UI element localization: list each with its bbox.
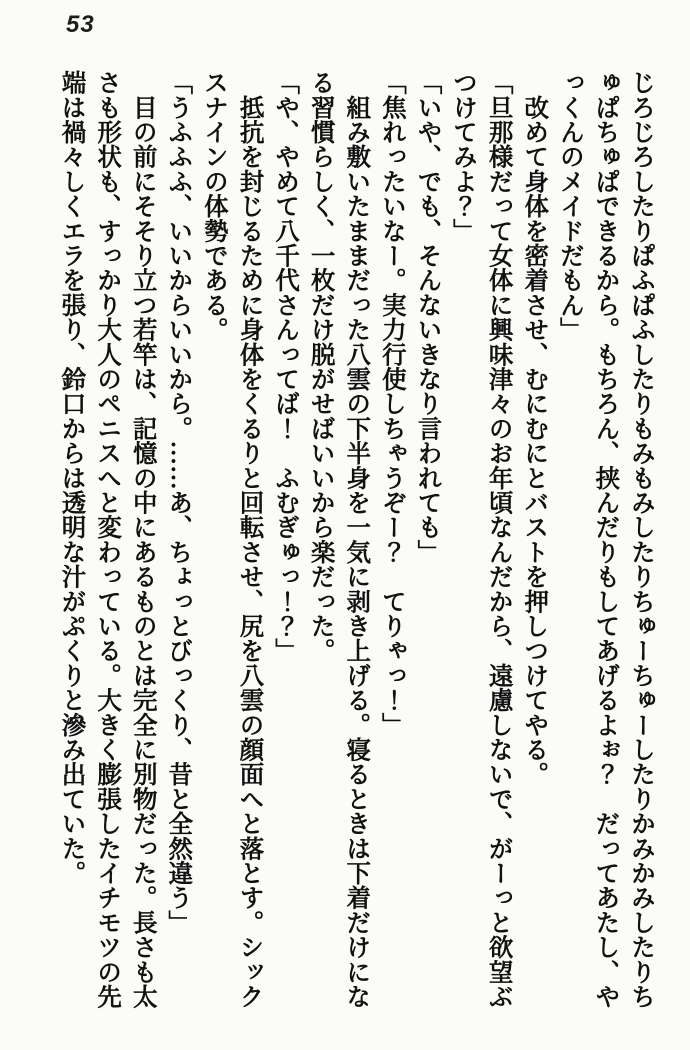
text-line: っくんのメイドだもん」 xyxy=(556,70,584,342)
text-line: つけてみよ？」 xyxy=(450,70,478,243)
text-line: 「焦れったいなー。実力行使しちゃうぞー？ てりゃっ！」 xyxy=(378,70,406,737)
text-line: 目の前にそそり立つ若竿は、記憶の中にあるものとは完全に別物だった。長さも太 xyxy=(129,70,157,1009)
text-line: 組み敷いたままだった八雲の下半身を一気に剥き上げる。寝るときは下着だけにな xyxy=(343,70,371,1009)
text-line: ゅぱちゅぱできるから。もちろん、挟んだりもしてあげるよぉ？ だってあたし、や xyxy=(592,70,620,1009)
text-line: 「うふふふ、いいからいいから。……あ、ちょっとびっくり、昔と全然違う」 xyxy=(165,70,193,935)
text-line: 抵抗を封じるために身体をくるりと回転させ、尻を八雲の顔面へと落とす。シック xyxy=(236,70,264,1009)
text-line: る習慣らしく、一枚だけ脱がせばいいから楽だった。 xyxy=(307,70,335,663)
page-text xyxy=(54,70,659,1012)
text-line: さも形状も、すっかり大人のペニスへと変わっている。大きく膨張したイチモツの先 xyxy=(94,70,122,1009)
text-line: 改めて身体を密着させ、むにむにとバストを押しつけてやる。 xyxy=(521,70,549,787)
page-number: 53 xyxy=(66,11,95,38)
text-line: 「いや、でも、そんないきなり言われても」 xyxy=(414,70,442,564)
text-line: 端は禍々しくエラを張り、鈴口からは透明な汁がぷくりと滲み出ていた。 xyxy=(58,70,86,886)
text-line: じろじろしたりぱふぱふしたりもみもみしたりちゅーちゅーしたりかみかみしたりち xyxy=(628,70,655,1009)
text-line: スナインの体勢である。 xyxy=(200,70,228,342)
text-line: 「旦那様だって女体に興味津々のお年頃なんだから、遠慮しないで、がーっと欲望ぶ xyxy=(485,70,513,1009)
text-line: 「や、やめて八千代さんってば！ ふむぎゅっ！？」 xyxy=(272,70,300,663)
